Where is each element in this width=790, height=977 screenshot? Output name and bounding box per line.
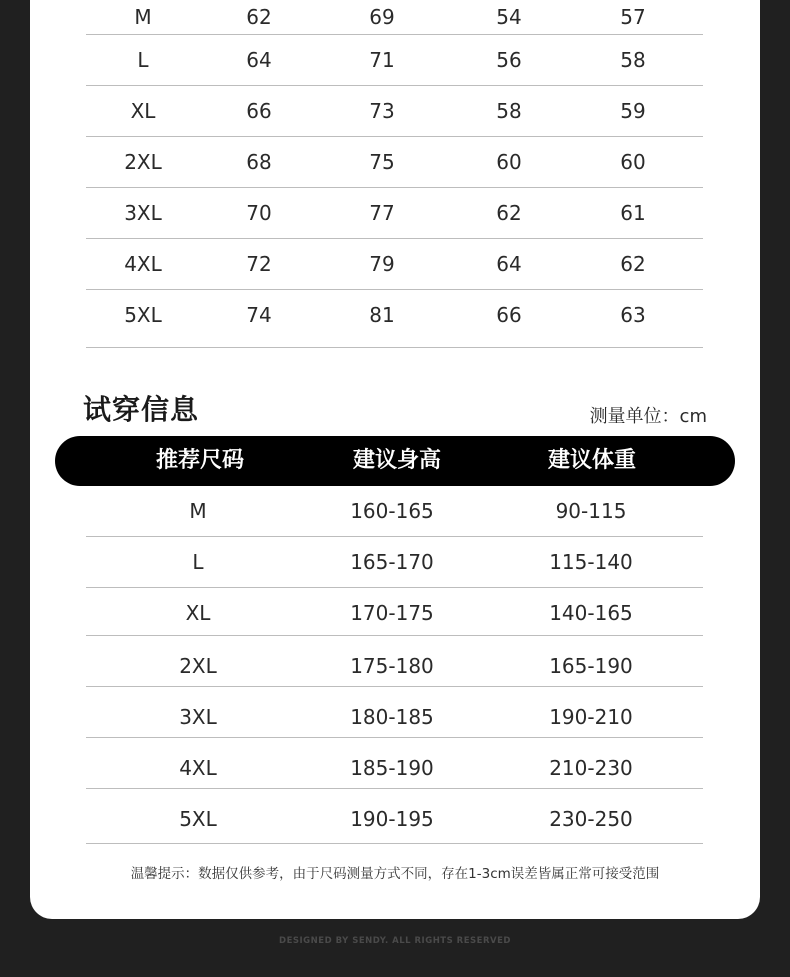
height-cell: 175-180 [350,654,434,678]
value-cell: 60 [496,150,522,174]
value-cell: 62 [620,252,646,276]
size-cell: M [189,499,207,523]
weight-cell: 115-140 [549,550,633,574]
table-row [86,35,703,86]
value-cell: 63 [620,303,646,327]
value-cell: 79 [369,252,395,276]
table-row [86,636,703,687]
value-cell: 58 [496,99,522,123]
value-cell: 72 [246,252,272,276]
weight-cell: 165-190 [549,654,633,678]
table-row [86,738,703,789]
weight-cell: 210-230 [549,756,633,780]
value-cell: 60 [620,150,646,174]
size-cell: 3XL [124,201,162,225]
table-row [86,188,703,239]
value-cell: 75 [369,150,395,174]
size-cell: L [192,550,204,574]
height-cell: 165-170 [350,550,434,574]
size-cell: 2XL [124,150,162,174]
weight-cell: 190-210 [549,705,633,729]
value-cell: 66 [246,99,272,123]
value-cell: 61 [620,201,646,225]
value-cell: 58 [620,48,646,72]
size-cell: L [137,48,149,72]
size-cell: XL [185,601,211,625]
value-cell: 62 [496,201,522,225]
header-recommended-size: 推荐尺码 [155,448,244,473]
value-cell: 64 [246,48,272,72]
value-cell: 77 [369,201,395,225]
size-cell: XL [130,99,156,123]
value-cell: 71 [369,48,395,72]
height-cell: 190-195 [350,807,434,831]
table-row [86,588,703,636]
height-cell: 185-190 [350,756,434,780]
value-cell: 54 [496,5,522,29]
value-cell: 74 [246,303,272,327]
size-cell: 5XL [124,303,162,327]
table-row [86,290,703,348]
table-row [86,0,703,35]
table-row [86,537,703,588]
value-cell: 73 [369,99,395,123]
weight-cell: 140-165 [549,601,633,625]
value-cell: 70 [246,201,272,225]
size-cell: 5XL [179,807,217,831]
height-cell: 160-165 [350,499,434,523]
value-cell: 68 [246,150,272,174]
size-cell: M [134,5,152,29]
value-cell: 66 [496,303,522,327]
size-cell: 2XL [179,654,217,678]
height-cell: 180-185 [350,705,434,729]
value-cell: 64 [496,252,522,276]
fit-info-table [86,486,703,844]
table-row [86,86,703,137]
value-cell: 56 [496,48,522,72]
table-row [86,687,703,738]
header-suggested-height: 建议身高 [352,448,441,473]
table-row [86,137,703,188]
value-cell: 57 [620,5,646,29]
table-row [86,789,703,844]
table-row [86,239,703,290]
table-row [86,486,703,537]
fit-table-header [55,436,735,486]
weight-cell: 230-250 [549,807,633,831]
tip-note: 温馨提示：数据仅供参考，由于尺码测量方式不同，存在1-3cm误差皆属正常可接受范围 [130,866,660,882]
height-cell: 170-175 [350,601,434,625]
value-cell: 81 [369,303,395,327]
section-title: 试穿信息 [83,393,200,426]
value-cell: 69 [369,5,395,29]
size-measurement-table [86,0,703,348]
weight-cell: 90-115 [555,499,627,523]
value-cell: 59 [620,99,646,123]
size-chart-card [30,0,760,919]
size-cell: 4XL [179,756,217,780]
size-cell: 3XL [179,705,217,729]
designer-credit: DESIGNED BY SENDY. ALL RIGHTS RESERVED [279,936,511,946]
value-cell: 62 [246,5,272,29]
size-cell: 4XL [124,252,162,276]
measurement-unit-label: 测量单位：cm [589,406,707,427]
header-suggested-weight: 建议体重 [547,448,636,473]
